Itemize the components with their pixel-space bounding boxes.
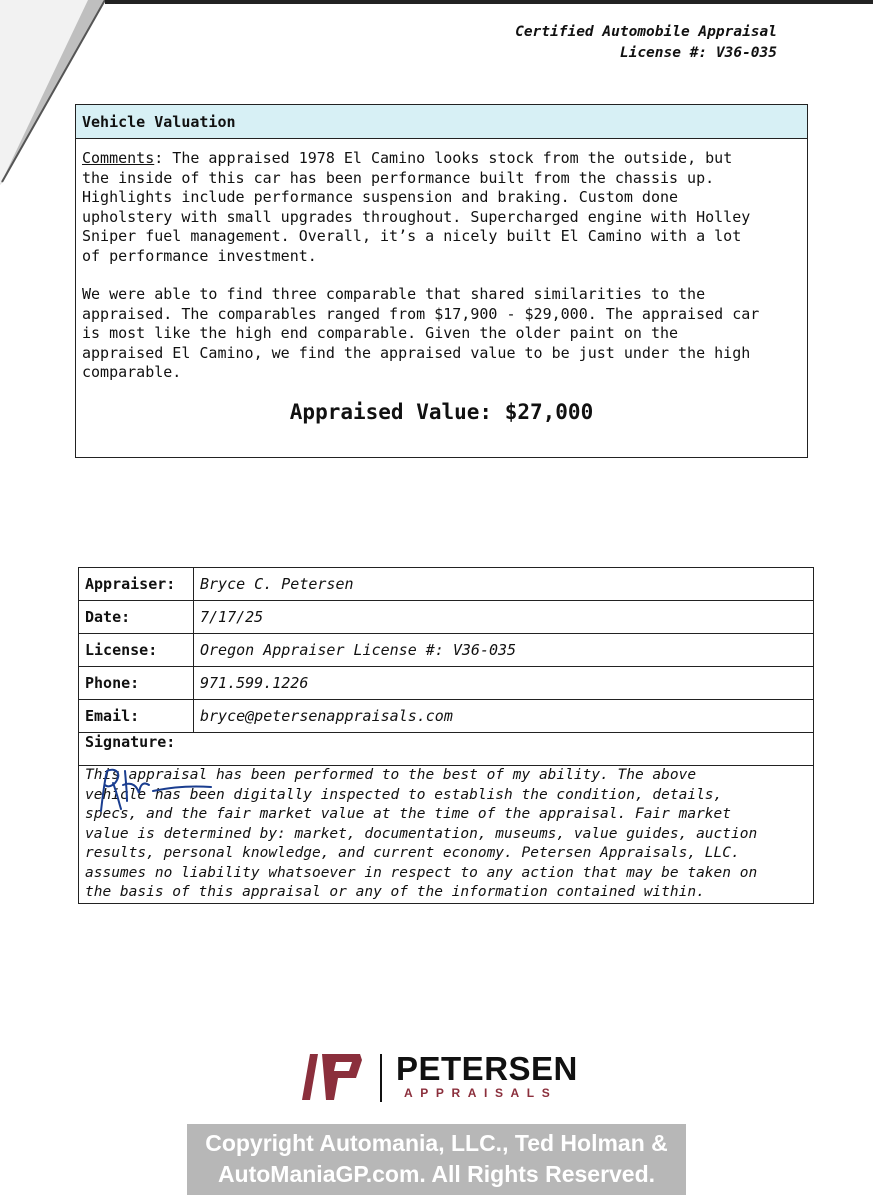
phone-label: Phone: [79, 667, 194, 700]
logo-subtitle: APPRAISALS [404, 1086, 558, 1100]
appraiser-value: Bryce C. Petersen [194, 568, 814, 601]
petersen-logo [302, 1052, 592, 1104]
signature-label: Signature: [85, 733, 176, 751]
document-header [515, 22, 777, 64]
appraiser-info-table [78, 567, 814, 904]
table-row [79, 568, 814, 601]
table-row [79, 634, 814, 667]
top-rule [105, 0, 873, 4]
table-row [79, 601, 814, 634]
signature-mark [93, 763, 233, 818]
date-label: Date: [79, 601, 194, 634]
signature-cell [79, 733, 814, 766]
email-value: bryce@petersenappraisals.com [194, 700, 814, 733]
copyright-watermark [187, 1124, 686, 1195]
vehicle-valuation-box [75, 104, 808, 458]
valuation-body [76, 139, 807, 422]
license-value: Oregon Appraiser License #: V36-035 [194, 634, 814, 667]
header-license: License #: V36-035 [619, 45, 777, 61]
watermark-line-2: AutoManiaGP.com. All Rights Reserved. [217, 1161, 656, 1187]
petersen-logo-mark-icon [302, 1054, 366, 1102]
appraiser-label: Appraiser: [79, 568, 194, 601]
phone-value: 971.599.1226 [194, 667, 814, 700]
license-label: License: [79, 634, 194, 667]
appraised-value: Appraised Value: $27,000 [289, 399, 594, 424]
watermark-line-1: Copyright Automania, LLC., Ted Holman & [205, 1130, 668, 1156]
date-value: 7/17/25 [194, 601, 814, 634]
comments-label: Comments [82, 149, 155, 167]
comments-text: : The appraised 1978 El Camino looks stock from the outside, but the inside of this car has been performance built from the chassis up. Highlights include performance suspension and braking. Custom done upholstery with small upgrades throughout. Supercharged engine with Holley Sniper fuel management. Overall, it’s a nicely built El Camino with a lot of performance investment. [82, 149, 751, 265]
header-title: Certified Automobile Appraisal [515, 24, 777, 40]
disclaimer-text: This appraisal has been performed to the best of my ability. The above vehicle has been digitally inspected to establish the condition, details, specs, and the fair market value at the time of the appraisal. Fair market value is determined by: market, documentation, museums, value guides, auction results, personal knowledge, and current economy. Petersen Appraisals, LLC. assumes no liability whatsoever in respect to any action that may be taken on the basis of this appraisal or any of the information contained within. [85, 767, 758, 900]
email-label: Email: [79, 700, 194, 733]
table-row [79, 667, 814, 700]
comparables-paragraph: We were able to find three comparable that shared similarities to the appraised. The comparables ranged from $17,900 - $29,000. The appraised car is most like the high end comparable. Given the older paint on the appraised El Camino, we find the appraised value to be just under the high comparable. [82, 285, 760, 381]
table-row [79, 733, 814, 766]
logo-divider [380, 1054, 382, 1102]
table-row [79, 700, 814, 733]
logo-name: PETERSEN [396, 1050, 578, 1087]
valuation-heading: Vehicle Valuation [76, 105, 807, 139]
